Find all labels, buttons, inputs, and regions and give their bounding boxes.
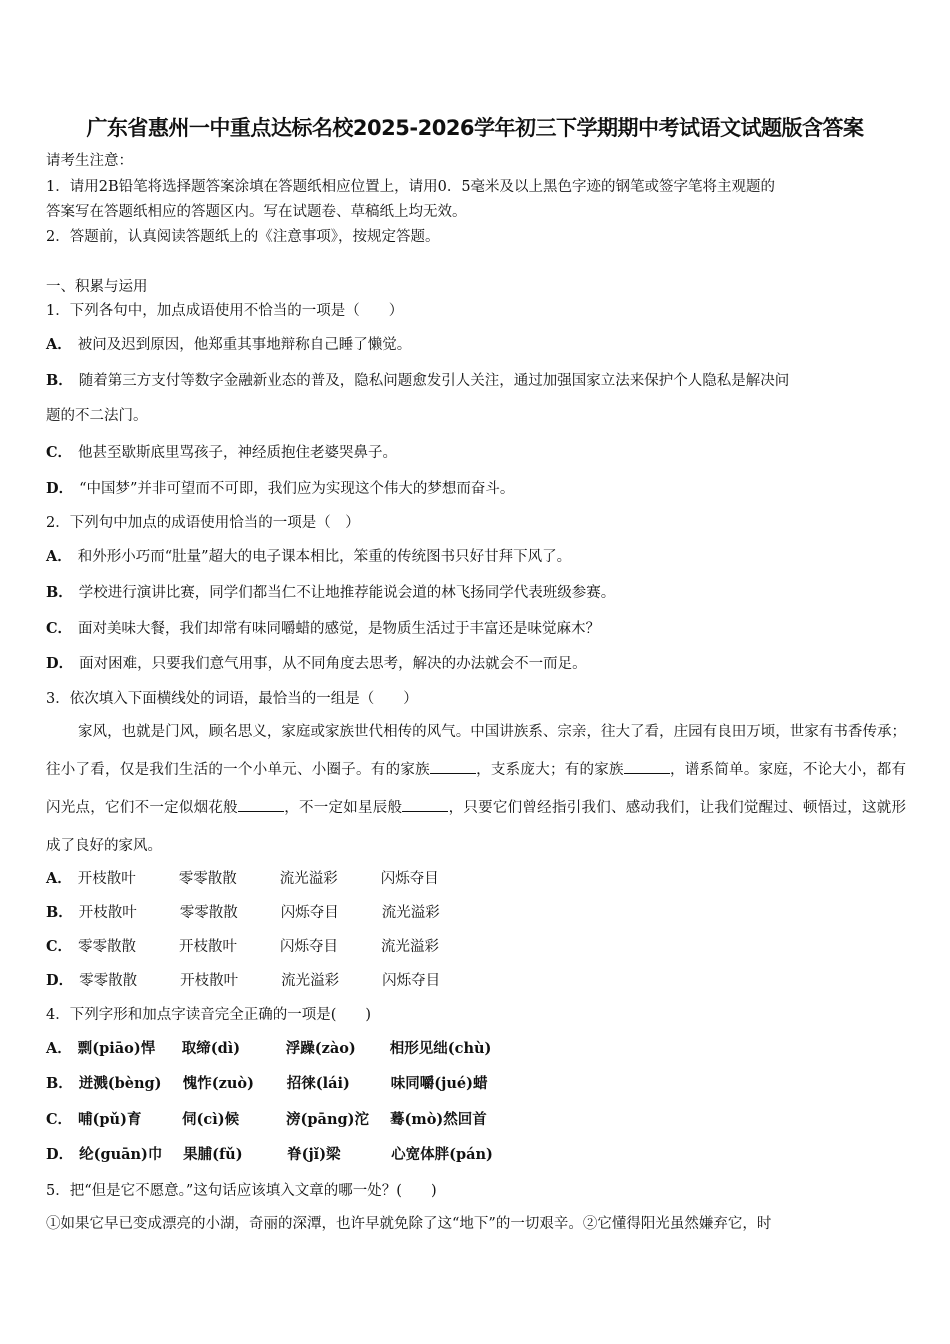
section-heading: 一、积累与运用 xyxy=(46,279,148,295)
question-3-passage xyxy=(46,713,906,865)
word: 闪烁夺目 xyxy=(380,871,439,887)
word: 剽(piāo)悍 xyxy=(77,1040,156,1057)
option-label: D． xyxy=(46,655,74,672)
word: 流光溢彩 xyxy=(381,905,440,921)
option-label: C． xyxy=(46,938,73,955)
question-5-passage: ①如果它早已变成漂亮的小湖，奇丽的深潭，也许早就免除了这“地下”的一切艰辛。②它懂得阳光虽然嫌弃它，时 xyxy=(46,1216,772,1232)
option-label: D． xyxy=(46,972,74,989)
word: 闪烁夺目 xyxy=(280,939,339,955)
question-1-option-c xyxy=(46,443,397,463)
option-label: C． xyxy=(46,620,73,637)
word: 脊(jǐ)梁 xyxy=(287,1146,341,1163)
word: 零零散散 xyxy=(79,973,138,989)
page-title: 广东省惠州一中重点达标名校2025-2026学年初三下学期期中考试语文试题版含答案 xyxy=(86,116,864,140)
option-text: 学校进行演讲比赛，同学们都当仁不让地推荐能说会道的林飞扬同学代表班级参赛。 xyxy=(78,585,616,601)
notice-item-2: 2．答题前，认真阅读答题纸上的《注意事项》，按规定答题。 xyxy=(46,229,440,245)
question-1-option-d xyxy=(46,479,514,499)
option-label: C． xyxy=(46,444,73,461)
option-text: 被问及迟到原因，他郑重其事地辩称自己睡了懒觉。 xyxy=(77,337,412,353)
word: 开枝散叶 xyxy=(179,939,238,955)
word: 闪烁夺目 xyxy=(280,905,339,921)
option-label: B． xyxy=(46,1075,73,1092)
question-2-option-d xyxy=(46,654,587,674)
word: 滂(pāng)沱 xyxy=(286,1111,369,1128)
word: 相形见绌(chù) xyxy=(389,1040,492,1057)
question-3-option-b xyxy=(46,903,483,923)
notice-item-1a: 1．请用2B铅笔将选择题答案涂填在答题纸相应位置上，请用0．5毫米及以上黑色字迹的钢笔或签字笔将主观题的 xyxy=(46,179,776,195)
option-text: 面对美味大餐，我们却常有味同嚼蜡的感觉，是物质生活过于丰富还是味觉麻木？ xyxy=(78,621,601,637)
option-text: 随着第三方支付等数字金融新业态的普及，隐私问题愈发引人关注，通过加强国家立法来保护个人隐私是解决问 xyxy=(78,373,790,389)
question-1-option-b-cont: 题的不二法门。 xyxy=(46,408,148,424)
fill-blank xyxy=(238,799,284,812)
fill-blank xyxy=(402,799,448,812)
question-3-option-d xyxy=(46,971,483,991)
word: 流光溢彩 xyxy=(279,871,338,887)
word: 招徕(lái) xyxy=(286,1075,350,1092)
option-label: D． xyxy=(46,480,74,497)
option-text: 和外形小巧而“肚量”超大的电子课本相比，笨重的传统图书只好甘拜下风了。 xyxy=(77,549,572,565)
question-2-option-a xyxy=(46,547,571,567)
question-2-option-c xyxy=(46,619,600,639)
question-5-stem: 5．把“但是它不愿意。”这句话应该填入文章的哪一处？( ) xyxy=(46,1183,437,1199)
option-label: A． xyxy=(46,548,72,565)
word: 零零散散 xyxy=(178,871,237,887)
passage-text: ，支系庞大；有的家族 xyxy=(475,762,624,778)
word: 味同嚼(jué)蜡 xyxy=(390,1075,488,1092)
word: 开枝散叶 xyxy=(180,973,239,989)
passage-text: ，只要它们曾经指引我们、感动我们，让我们觉醒过、顿悟过，这就形成了良好的家风。 xyxy=(46,800,907,854)
passage-text: ，谱系简单。家庭，不论大小，都有闪光点，它们不一定似烟花般 xyxy=(46,762,907,816)
question-2-stem: 2．下列句中加点的成语使用恰当的一项是（ ） xyxy=(46,515,360,531)
passage-text: ，不一定如星辰般 xyxy=(283,800,403,816)
word: 开枝散叶 xyxy=(77,871,136,887)
option-label: D． xyxy=(46,1146,74,1163)
question-4-option-a xyxy=(46,1039,494,1059)
option-label: B． xyxy=(46,372,73,389)
word: 取缔(dì) xyxy=(181,1040,241,1057)
question-4-option-b xyxy=(46,1074,495,1094)
option-text: “中国梦”并非可望而不可即，我们应为实现这个伟大的梦想而奋斗。 xyxy=(79,481,515,497)
word: 纶(guān)巾 xyxy=(79,1146,163,1163)
question-3-option-c xyxy=(46,937,482,957)
word: 伺(cì)候 xyxy=(182,1111,240,1128)
word: 果脯(fǔ) xyxy=(183,1146,243,1163)
word: 蓦(mò)然回首 xyxy=(390,1111,487,1128)
option-text: 他甚至歇斯底里骂孩子，神经质抱住老婆哭鼻子。 xyxy=(78,445,398,461)
word: 心宽体胖(pán) xyxy=(391,1146,493,1163)
question-4-stem: 4．下列字形和加点字读音完全正确的一项是( ) xyxy=(46,1007,372,1023)
question-1-option-b xyxy=(46,371,789,391)
option-label: B． xyxy=(46,904,73,921)
word: 零零散散 xyxy=(78,939,137,955)
fill-blank xyxy=(430,761,476,774)
word: 闪烁夺目 xyxy=(382,973,441,989)
option-label: A． xyxy=(46,336,72,353)
question-1-stem: 1．下列各句中，加点成语使用不恰当的一项是（ ） xyxy=(46,303,404,319)
question-1-option-a xyxy=(46,335,411,355)
option-label: A． xyxy=(46,870,72,887)
option-text: 面对困难，只要我们意气用事，从不同角度去思考，解决的办法就会不一而足。 xyxy=(79,656,587,672)
word: 零零散散 xyxy=(179,905,238,921)
word: 迸溅(bèng) xyxy=(78,1075,162,1092)
option-label: B． xyxy=(46,584,73,601)
option-label: C． xyxy=(46,1111,73,1128)
question-4-option-d xyxy=(46,1145,495,1165)
word: 流光溢彩 xyxy=(381,939,440,955)
option-label: A． xyxy=(46,1040,72,1057)
word: 流光溢彩 xyxy=(281,973,340,989)
word: 开枝散叶 xyxy=(78,905,137,921)
word: 愧怍(zuò) xyxy=(182,1075,254,1092)
question-3-stem: 3．依次填入下面横线处的词语，最恰当的一组是（ ） xyxy=(46,691,418,707)
notice-heading: 请考生注意： xyxy=(46,153,133,169)
question-4-option-c xyxy=(46,1110,494,1130)
word: 浮躁(zào) xyxy=(285,1040,356,1057)
question-2-option-b xyxy=(46,583,615,603)
fill-blank xyxy=(624,761,670,774)
word: 哺(pǔ)育 xyxy=(78,1111,142,1128)
notice-item-1b: 答案写在答题纸相应的答题区内。写在试题卷、草稿纸上均无效。 xyxy=(46,204,467,220)
passage-text: 家风，也就是门风，顾名思义，家庭或家族世代相传的风气。中国讲族系、宗亲，往大了看，庄园有良田万顷，世家有书香传承；往小了看，仅是我们生活的一个小单元、小圈子。有的家族 xyxy=(46,724,906,778)
question-3-option-a xyxy=(46,869,482,889)
